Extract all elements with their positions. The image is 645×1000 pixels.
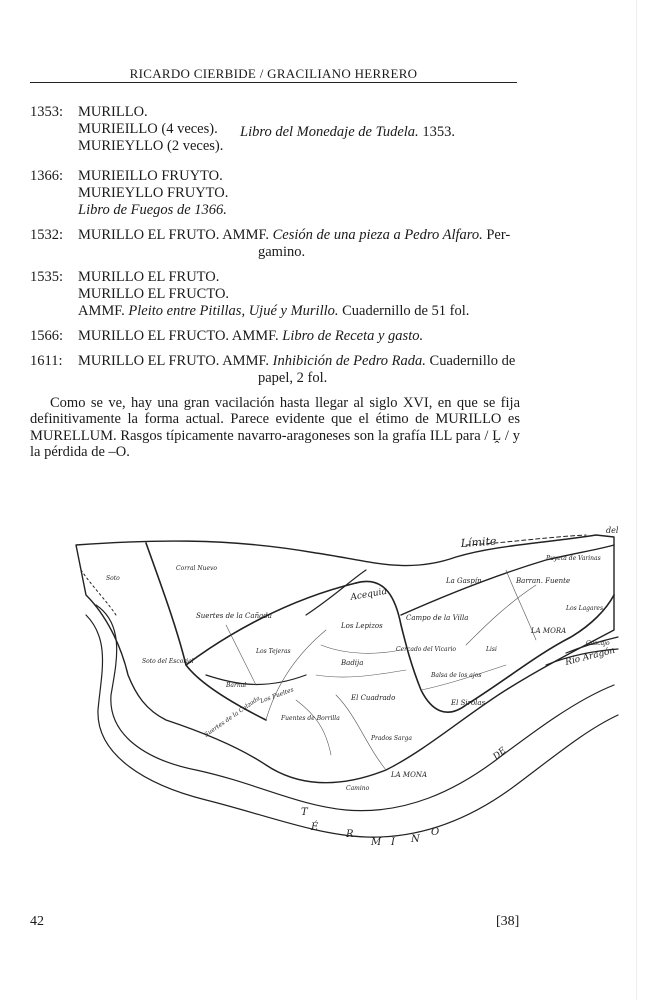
entry-1566	[30, 328, 520, 345]
label-cascaje: Cascajo	[586, 640, 610, 647]
entry-continuation: papel, 2 fol.	[258, 370, 328, 386]
entry-year: 1366:	[30, 168, 64, 184]
entry-source: Pleito entre Pitillas, Ujué y Murillo.	[128, 303, 339, 319]
entry-form: MURIEILLO (4 veces).	[78, 121, 218, 137]
entry-form: MURILLO.	[78, 104, 148, 120]
entry-source: Inhibición de Pedro Rada.	[272, 353, 426, 369]
entry-1366	[30, 168, 520, 219]
label-cuadrado: El Cuadrado	[351, 694, 396, 702]
entry-year: 1566:	[30, 328, 64, 344]
entry-archive: AMMF.	[222, 227, 269, 243]
label-barran-fuente: Barran. Fuente	[516, 577, 571, 585]
label-soto-escorial: Soto del Escorial	[142, 658, 194, 665]
label-barnal: Barnal	[226, 682, 247, 689]
map-drawing	[66, 515, 622, 855]
hand-drawn-map	[66, 515, 622, 855]
entry-source: Libro de Receta y gasto.	[282, 328, 424, 344]
label-termino-7: O	[431, 827, 440, 838]
label-acequia: Acequia	[349, 586, 388, 603]
label-termino-6: N	[411, 834, 420, 845]
page-number-right: [38]	[496, 914, 520, 929]
entry-form: MURILLO EL FRUTO.	[78, 227, 220, 243]
label-prado-sarga: Prados Sarga	[371, 735, 412, 742]
label-fuentes-borrilla: Fuentes de Borrilla	[281, 715, 340, 722]
label-la-mora: LA MORA	[531, 627, 567, 635]
field-line	[321, 645, 401, 653]
scan-margin	[636, 0, 637, 1000]
river-aragon-bank	[86, 615, 618, 837]
entry-form: MURIEYLLO (2 veces).	[78, 138, 224, 154]
field-line	[336, 695, 386, 770]
label-rio-aragon: Río Aragón	[564, 645, 617, 668]
entry-source: Cesión de una pieza a Pedro Alfaro.	[272, 227, 483, 243]
entry-year: 1532:	[30, 227, 64, 243]
entry-1353	[30, 104, 520, 160]
field-line	[226, 625, 256, 685]
entry-form: MURIEILLO FRUYTO.	[78, 168, 223, 184]
road-line	[356, 581, 617, 712]
entry-form: MURILLO EL FRUTO.	[78, 353, 220, 369]
entry-form: MURIEYLLO FRUYTO.	[78, 185, 229, 201]
field-line	[316, 670, 406, 677]
toponym-entries	[30, 104, 520, 395]
label-camino: Camino	[346, 785, 370, 792]
map-labels	[106, 526, 619, 848]
entry-form: MURILLO EL FRUTO.	[78, 269, 220, 285]
label-termino-1: T	[301, 807, 308, 818]
entry-source: Libro del Monedaje de Tudela. 1353.	[240, 124, 455, 140]
body-paragraph: Como se ve, hay una gran vacilación hasta llegar al siglo XVI, en que se fija definitivamente la forma actual. Parece evidente que el étimo de MURILLO es MURELLUM. Rasgos típicamente navarro-aragoneses son la grafía ILL para / Ḽ / y la pérdida de –O.	[30, 394, 520, 460]
page-number-left: 42	[30, 914, 44, 929]
entry-continuation: gamino.	[258, 244, 306, 260]
header-rule	[30, 82, 517, 83]
label-corral-nuevo: Corral Nuevo	[176, 565, 218, 572]
label-termino-2: É	[311, 822, 319, 833]
label-termino-4: M	[371, 837, 382, 848]
entry-year: 1611:	[30, 353, 63, 369]
entry-archive: AMMF.	[231, 328, 279, 344]
label-cercado-vicario: Cercado del Vicario	[396, 646, 457, 653]
entry-archive: AMMF.	[222, 353, 269, 369]
label-suertes-canada: Suertes de la Cañada	[196, 612, 272, 620]
label-fueltes: Los Fueltes	[259, 686, 295, 705]
entry-1611: 1611: MURILLO EL FRUTO. AMMF. Inhibición de Pedro Rada. Cuadernillo de papel, 2 fol.	[30, 353, 520, 387]
entry-year: 1353:	[30, 104, 64, 120]
entry-form: MURILLO EL FRUCTO.	[78, 286, 230, 302]
entry-archive: AMMF.	[78, 303, 125, 319]
entry-year: 1535:	[30, 269, 64, 285]
label-lepizos: Los Lepizos	[341, 622, 383, 630]
label-termino-5: I	[391, 837, 395, 848]
label-lisi: Lisi	[486, 646, 497, 653]
entry-1532: 1532: MURILLO EL FRUTO. AMMF. Cesión de una pieza a Pedro Alfaro. Per- gamino.	[30, 227, 520, 261]
label-campo-villa: Campo de la Villa	[406, 614, 469, 622]
entry-1535: 1535: MURILLO EL FRUTO. MURILLO EL FRUCTO. AMMF. Pleito entre Pitillas, Ujué y Murillo. Cuadernillo de 51 fol.	[30, 269, 520, 320]
label-soto: Soto	[106, 575, 120, 582]
label-limite: Límite	[460, 534, 497, 550]
label-suertes-calzada: Suertes de la Calzada	[203, 694, 262, 739]
label-gaspin: La Gaspín	[446, 577, 482, 585]
running-header: RICARDO CIERBIDE / GRACILIANO HERRERO	[129, 66, 418, 81]
label-del: del	[606, 526, 619, 535]
label-puyeta: Puyeta de Varinas	[546, 555, 601, 562]
entry-source: Libro de Fuegos de 1366.	[78, 202, 227, 218]
entry-form: MURILLO EL FRUCTO.	[78, 328, 230, 344]
label-badija: Badija	[341, 659, 364, 667]
label-sirolas: El Sirolas	[451, 699, 486, 707]
label-la-mona: LA MONA	[391, 771, 428, 779]
label-balsa-ajos: Balsa de los ajos	[431, 672, 482, 679]
label-lagares: Los Lagares	[566, 605, 604, 612]
field-line	[296, 700, 331, 755]
label-tejeras: Los Tejeras	[256, 648, 291, 655]
road-line	[206, 675, 306, 684]
label-termino-3: R	[346, 829, 354, 840]
label-de: DE	[491, 745, 509, 763]
